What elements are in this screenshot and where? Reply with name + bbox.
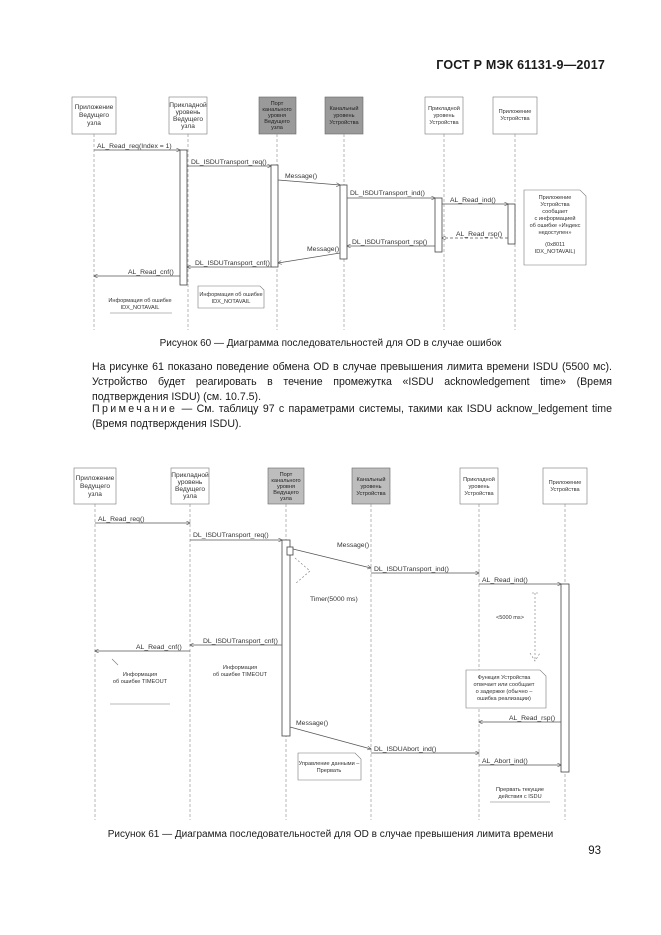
msg-dl-isdu-req: DL_ISDUTransport_req() [193,532,269,539]
lifeline-master-dl-port [268,468,304,504]
lifeline-master-al [169,97,207,134]
svg-text:ПрикладнойуровеньУстройства: Прикладной уровень Устройства [428,106,460,126]
device-timer: <5000 ms> [496,615,524,621]
svg-text:ПортканальногоуровняВедущегоуз: Порт канального уровня Ведущего узла [262,101,292,131]
svg-text:КанальныйуровеньУстройства: Канальный уровень Устройства [356,477,386,497]
note-paragraph [92,402,612,432]
svg-text:ПортканальногоуровняВедущегоуз: Порт канального уровня Ведущего узла [271,472,301,502]
lifeline-device-dl [352,468,390,504]
msg-al-abort-ind: AL_Abort_ind() [482,758,528,765]
msg-al-read-req: AL_Read_req(Index = 1) [97,143,172,150]
note-error-info-app [110,659,170,704]
msg-dl-isdu-abort-ind: DL_ISDUAbort_ind() [374,746,437,753]
svg-text:ПрикладнойуровеньВедущегоузла: Прикладной уровень Ведущего узла [171,472,209,500]
note-label: Примечание [92,403,178,415]
lifeline-master-app [74,468,116,504]
paragraph-text: На рисунке 61 показано поведение обмена OD в случае превышения лимита времени ISDU (5500 мс). Устройство будет реагировать в течение промежутка «ISDU acknowledgement time» (Время подтверждения ISDU) (см. 10.7.5). [92,361,612,403]
lifeline-device-al [425,97,463,134]
msg-message-2: Message() [296,720,329,727]
lifeline-device-app [493,97,537,134]
body-paragraph [92,360,612,405]
msg-dl-isdu-cnf: DL_ISDUTransport_cnf() [195,260,270,267]
sequence-diagram-60 [0,0,661,345]
msg-al-read-rsp: AL_Read_rsp() [509,715,556,722]
msg-dl-isdu-req: DL_ISDUTransport_req() [191,159,267,166]
svg-text:ПриложениеУстройства: Приложение Устройства [498,109,532,122]
svg-text:Управление данными –Прервать: Управление данными – Прервать [298,761,360,774]
svg-text:ПрикладнойуровеньУстройства: Прикладной уровень Устройства [463,477,495,497]
svg-text:Функция Устройстваотвечает или: Функция Устройства отвечает или сообщает о задержке (обычно – ошибка реализации) [473,675,535,702]
svg-text:Информацияоб ошибке TIMEOUT: Информация об ошибке TIMEOUT [112,672,168,685]
svg-text:Информация об ошибкеIDX_NOTAVA: Информация об ошибке IDX_NOTAVAIL [199,292,263,305]
svg-text:Информацияоб ошибке TIMEOUT: Информация об ошибке TIMEOUT [212,665,268,678]
figure-60-caption: Рисунок 60 — Диаграмма последовательностей для OD в случае ошибок [159,338,502,349]
msg-al-read-req: AL_Read_req() [98,516,145,523]
note-error-info-port [198,286,264,308]
note-text: — См. таблицу 97 с параметрами системы, такими как ISDU acknow_ledgement time (Время подтверждения ISDU). [92,403,612,430]
msg-message-1: Message() [285,173,318,180]
lifeline-master-dl-port [259,97,296,134]
msg-dl-isdu-ind: DL_ISDUTransport_ind() [374,566,449,573]
note-error-info-app [108,298,172,313]
msg-al-read-ind: AL_Read_ind() [450,197,496,204]
svg-text:ПриложениеУстройства: Приложение Устройства [548,480,582,493]
document-header: ГОСТ Р МЭК 61131-9—2017 [436,58,605,72]
lifeline-master-app [72,97,116,134]
svg-text:ПриложениеВедущегоузла: Приложение Ведущего узла [75,475,115,498]
msg-al-read-ind: AL_Read_ind() [482,577,528,584]
timer-5000: Timer(5000 ms) [310,596,358,603]
lifeline-device-al [460,468,498,504]
svg-text:Информация об ошибкеIDX_NOTAVA: Информация об ошибке IDX_NOTAVAIL [108,298,172,311]
msg-al-read-rsp: AL_Read_rsp() [456,231,503,238]
msg-message-2: Message() [307,246,340,253]
msg-al-read-cnf: AL_Read_cnf() [128,269,174,276]
lifeline-label: Приложение Ведущего узла [74,104,114,127]
note-abort [298,753,361,780]
msg-dl-isdu-cnf: DL_ISDUTransport_cnf() [203,638,278,645]
svg-text:Прервать текущиедействия с ISD: Прервать текущие действия с ISDU [495,787,545,800]
note-error-info-port [213,665,268,678]
lifeline-device-dl [325,97,363,134]
page-number: 93 [588,845,601,857]
sequence-diagram-61 [0,455,661,845]
lifeline-master-al [171,468,209,504]
svg-text:ПрикладнойуровеньВедущегоузла: Прикладной уровень Ведущего узла [169,102,207,130]
svg-text:КанальныйуровеньУстройства: Канальный уровень Устройства [329,106,359,126]
msg-dl-isdu-rsp: DL_ISDUTransport_rsp() [352,239,428,246]
msg-dl-isdu-ind: DL_ISDUTransport_ind() [350,190,425,197]
svg-text:ПриложениеУстройствасообщаетс: Приложение Устройства сообщает с информацией об ошибке «Индекс недоступен» (0x8011 IDX_NOTAVAIL) [529,195,581,255]
figure-61-caption: Рисунок 61 — Диаграмма последовательностей для OD в случае превышения лимита времени [107,829,554,840]
msg-al-read-cnf: AL_Read_cnf() [136,644,182,651]
lifeline-device-app [543,468,587,504]
msg-message-1: Message() [337,542,370,549]
note-cancel-isdu [490,787,550,802]
note-device-app [524,190,586,265]
note-device-function [466,670,546,708]
